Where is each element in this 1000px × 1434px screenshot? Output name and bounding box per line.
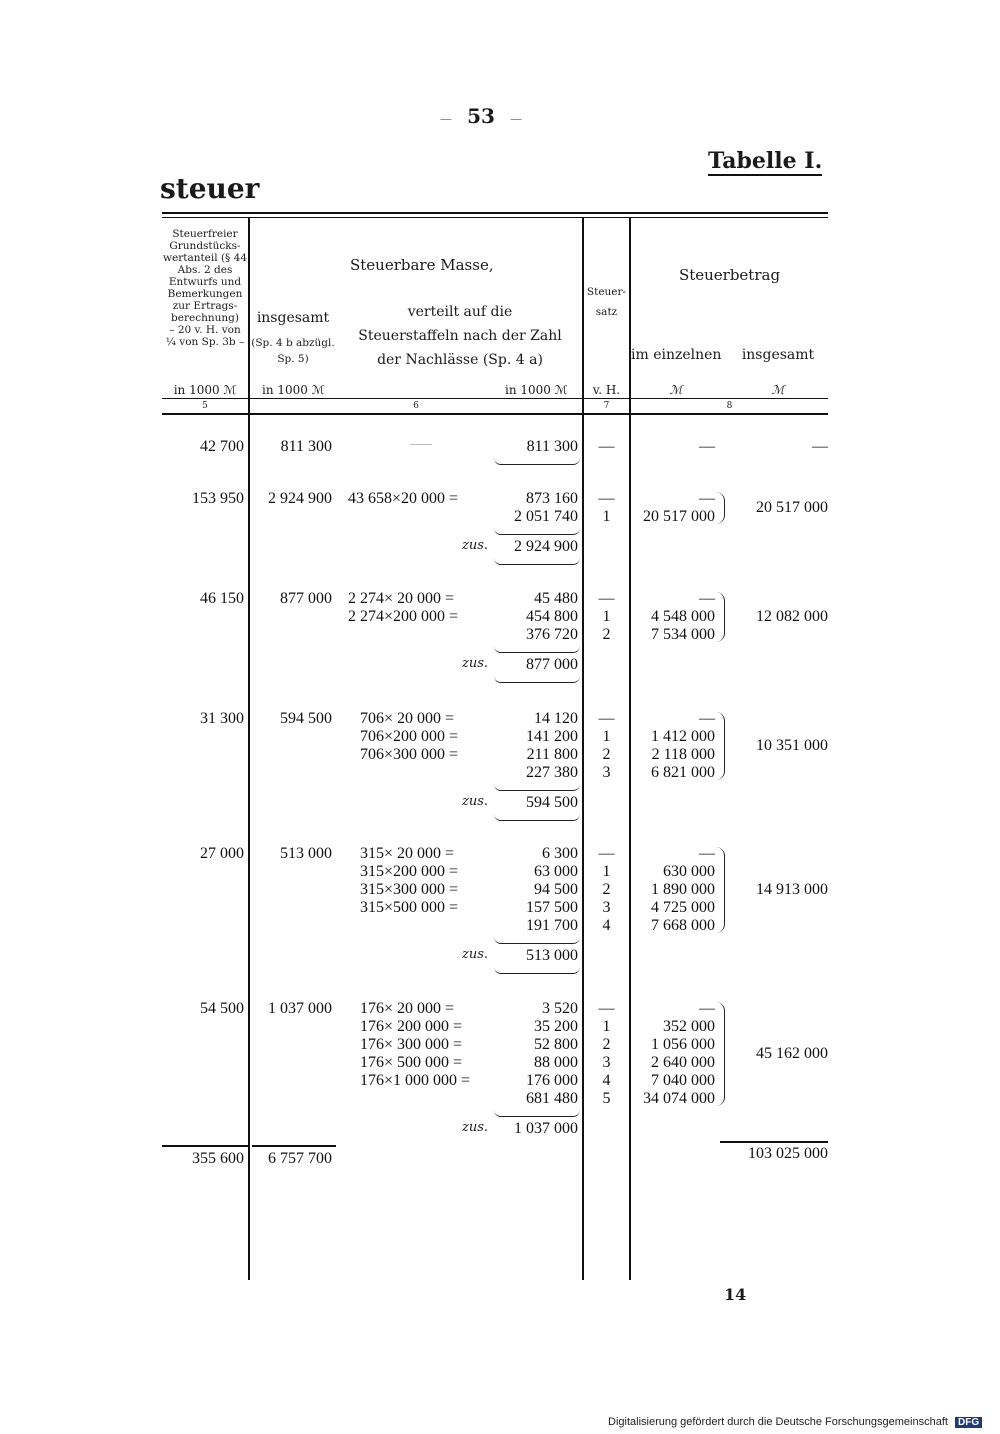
zus-underbrace [494, 967, 580, 974]
tax-rate: 1 [602, 508, 611, 525]
tax-rate: 1 [602, 608, 611, 625]
staffel-value: 3 520 [542, 1000, 578, 1017]
col5-value: 31 300 [200, 710, 244, 727]
insgesamt-value: 1 037 000 [268, 1000, 332, 1017]
value-underbrace [494, 937, 580, 944]
staffel-value: 35 200 [534, 1018, 578, 1035]
insgesamt-value: 513 000 [280, 845, 332, 862]
zus-value: 594 500 [526, 794, 578, 811]
col5-value: 46 150 [200, 590, 244, 607]
staffel-value: 811 300 [526, 438, 578, 455]
tax-rate: — [598, 490, 615, 507]
tax-single: 7 040 000 [651, 1072, 715, 1089]
col5-value: 54 500 [200, 1000, 244, 1017]
tax-rate: 3 [602, 899, 611, 916]
tax-rate: 4 [602, 917, 611, 934]
formula-line: 706× 20 000 = [360, 710, 455, 727]
formula-line: 706×300 000 = [360, 746, 459, 763]
col6b-header-line: der Nachlässe (Sp. 4 a) [377, 352, 543, 368]
zus-underbrace [494, 558, 580, 565]
staffel-value: 63 000 [534, 863, 578, 880]
staffel-value: 157 500 [526, 899, 578, 916]
tax-single: 352 000 [663, 1018, 715, 1035]
col7-header-line: satz [595, 306, 618, 318]
tax-single: 630 000 [663, 863, 715, 880]
staffel-value: 681 480 [526, 1090, 578, 1107]
value-underbrace [494, 646, 580, 653]
formula-line: 176× 20 000 = [360, 1000, 455, 1017]
staffel-value: 52 800 [534, 1036, 578, 1053]
col8b-unit: ℳ [771, 383, 785, 397]
col8-number: 8 [726, 401, 733, 411]
col5-header-line: Grundstücks- [169, 240, 241, 252]
staffel-value: 211 800 [526, 746, 578, 763]
zus-label: zus. [462, 947, 489, 962]
tax-single: 1 056 000 [651, 1036, 715, 1053]
zus-underbrace [494, 676, 580, 683]
zus-underbrace [494, 814, 580, 821]
unit-row-rule [162, 398, 828, 399]
total-col5: 355 600 [192, 1150, 244, 1167]
tax-single: — [699, 845, 715, 862]
tax-rate: — [598, 590, 615, 607]
tax-rate: 1 [602, 728, 611, 745]
col7-unit: v. H. [592, 383, 621, 397]
tax-single: — [699, 490, 715, 507]
staffel-value: 2 051 740 [514, 508, 578, 525]
value-underbrace [494, 784, 580, 791]
tax-single: 7 534 000 [651, 626, 715, 643]
col5-value: 153 950 [192, 490, 244, 507]
tax-rate: 2 [602, 1036, 611, 1053]
value-underbrace [494, 528, 580, 535]
formula-line: 176× 200 000 = [360, 1018, 463, 1035]
formula-line: 315× 20 000 = [360, 845, 455, 862]
col5-header-line: Entwurfs und [168, 276, 242, 288]
col7-header [584, 282, 629, 322]
col5-header-line: zur Ertrags- [172, 300, 238, 312]
amount-brace [716, 592, 725, 642]
formula-line: 176× 300 000 = [360, 1036, 463, 1053]
table-label: Tabelle I. [708, 148, 823, 174]
total-steuer: 103 025 000 [748, 1145, 828, 1162]
tax-single: — [699, 438, 715, 455]
formula-line: 43 658×20 000 = [348, 490, 459, 507]
tax-rate: 4 [602, 1072, 611, 1089]
formula-line: 176× 500 000 = [360, 1054, 463, 1071]
col6a-unit: in 1000 ℳ [262, 383, 325, 397]
total-rule-col8 [720, 1141, 828, 1143]
col6b-header-line: verteilt auf die [407, 304, 513, 320]
zus-label: zus. [462, 656, 489, 671]
insgesamt-value: 811 300 [280, 438, 332, 455]
zus-label: zus. [462, 1120, 489, 1135]
tax-rate: 3 [602, 764, 611, 781]
dash-right: — [510, 112, 523, 126]
formula-line: 315×300 000 = [360, 881, 459, 898]
staffel-value: 227 380 [526, 764, 578, 781]
amount-brace [716, 712, 725, 780]
staffel-value: 94 500 [534, 881, 578, 898]
zus-label: zus. [462, 538, 489, 553]
tax-rate: — [598, 1000, 615, 1017]
col6b-unit: in 1000 ℳ [505, 383, 568, 397]
tax-single: — [699, 1000, 715, 1017]
tax-rate: 1 [602, 1018, 611, 1035]
col5-number: 5 [202, 401, 208, 411]
tax-rate: 3 [602, 1054, 611, 1071]
tax-single: 4 725 000 [651, 899, 715, 916]
value-underbrace [494, 458, 580, 465]
tax-total: 10 351 000 [756, 737, 828, 754]
staffel-value: 45 480 [534, 590, 578, 607]
insgesamt-value: 2 924 900 [268, 490, 332, 507]
col5-header-line: Bemerkungen [167, 288, 243, 300]
col6-number: 6 [413, 401, 419, 411]
staffel-value: 454 800 [526, 608, 578, 625]
dfg-logo: DFG [955, 1417, 982, 1428]
col8b-header: insgesamt [741, 347, 815, 363]
value-underbrace [494, 1110, 580, 1117]
amount-brace [716, 1002, 725, 1106]
tax-single: 20 517 000 [643, 508, 715, 525]
tax-single: 6 821 000 [651, 764, 715, 781]
amount-brace [716, 492, 725, 524]
col6-title: Steuerbare Masse, [350, 256, 494, 274]
amount-brace [716, 847, 725, 933]
formula-line: 315×200 000 = [360, 863, 459, 880]
col6a-sub2: Sp. 5) [277, 353, 309, 365]
staffel-value: 873 160 [526, 490, 578, 507]
tax-single: 2 640 000 [651, 1054, 715, 1071]
staffel-value: 376 720 [526, 626, 578, 643]
zus-value: 513 000 [526, 947, 578, 964]
heading-fragment: steuer [160, 172, 260, 205]
staffel-value: 176 000 [526, 1072, 578, 1089]
zus-value: 1 037 000 [514, 1120, 578, 1137]
tax-single: 1 412 000 [651, 728, 715, 745]
col8a-header: im einzelnen [631, 347, 722, 363]
col6b-header [340, 300, 580, 372]
col5-header-line: wertanteil (§ 44 [163, 252, 247, 264]
formula-line: 2 274×200 000 = [348, 608, 459, 625]
colnum-row-rule [162, 413, 828, 415]
insgesamt-value: 877 000 [280, 590, 332, 607]
col7-header-line: Steuer- [586, 286, 627, 298]
col7-number: 7 [603, 401, 610, 411]
footer-text: Digitalisierung gefördert durch die Deutsche Forschungsgemeinschaft [608, 1416, 948, 1428]
tax-single: 4 548 000 [651, 608, 715, 625]
total-insgesamt: 6 757 700 [268, 1150, 332, 1167]
staffel-value: 14 120 [534, 710, 578, 727]
tax-single: 34 074 000 [643, 1090, 715, 1107]
col6a-main: insgesamt [256, 310, 330, 326]
staffel-value: 191 700 [526, 917, 578, 934]
formula-line: 176×1 000 000 = [360, 1072, 471, 1089]
formula-line: 2 274× 20 000 = [348, 590, 455, 607]
tax-single: 2 118 000 [651, 746, 715, 763]
total-rule-col6a [252, 1145, 336, 1147]
dash-left: — [440, 112, 452, 126]
zus-value: 877 000 [526, 656, 578, 673]
tax-rate: — [598, 438, 615, 455]
col5-unit: in 1000 ℳ [173, 383, 237, 397]
col5-header-line: Abs. 2 des [177, 264, 233, 276]
tax-single: 7 668 000 [651, 917, 715, 934]
formula-line: 706×200 000 = [360, 728, 459, 745]
tax-rate: 2 [602, 626, 611, 643]
table-top-rule [162, 212, 828, 214]
tax-total: 20 517 000 [756, 499, 828, 516]
bottom-number: 14 [724, 1285, 747, 1304]
col8a-unit: ℳ [669, 383, 683, 397]
formula-placeholder: —— [410, 438, 432, 450]
col5-header-line: – 20 v. H. von [169, 324, 241, 336]
col5-header-line: ¼ von Sp. 3b – [165, 336, 245, 348]
staffel-value: 141 200 [526, 728, 578, 745]
tax-rate: 1 [602, 863, 611, 880]
tax-rate: 2 [602, 746, 611, 763]
col5-header [162, 228, 248, 348]
tax-rate: — [598, 845, 615, 862]
table-top-rule-thin [162, 217, 828, 218]
zus-label: zus. [462, 794, 489, 809]
total-rule-col5 [162, 1145, 248, 1147]
col5-value: 27 000 [200, 845, 244, 862]
tax-single: — [699, 710, 715, 727]
tax-total: — [812, 438, 828, 455]
footer [608, 1416, 982, 1428]
tax-single: 1 890 000 [651, 881, 715, 898]
tax-total: 12 082 000 [756, 608, 828, 625]
col5-value: 42 700 [200, 438, 244, 455]
formula-line: 315×500 000 = [360, 899, 459, 916]
insgesamt-value: 594 500 [280, 710, 332, 727]
col5-header-line: Steuerfreier [172, 228, 238, 240]
tax-single: — [699, 590, 715, 607]
col6b-header-line: Steuerstaffeln nach der Zahl [358, 328, 562, 344]
column-divider-5-6 [248, 218, 250, 1280]
tax-rate: — [598, 710, 615, 727]
zus-value: 2 924 900 [514, 538, 578, 555]
staffel-value: 88 000 [534, 1054, 578, 1071]
staffel-value: 6 300 [542, 845, 578, 862]
page-number: 53 [467, 104, 495, 128]
tax-rate: 2 [602, 881, 611, 898]
tax-total: 45 162 000 [756, 1045, 828, 1062]
tax-total: 14 913 000 [756, 881, 828, 898]
page-number-row [440, 104, 560, 128]
col5-header-line: berechnung) [171, 312, 239, 324]
col6a-sub1: (Sp. 4 b abzügl. [251, 337, 335, 349]
col8-title: Steuerbetrag [678, 266, 781, 284]
tax-rate: 5 [602, 1090, 611, 1107]
